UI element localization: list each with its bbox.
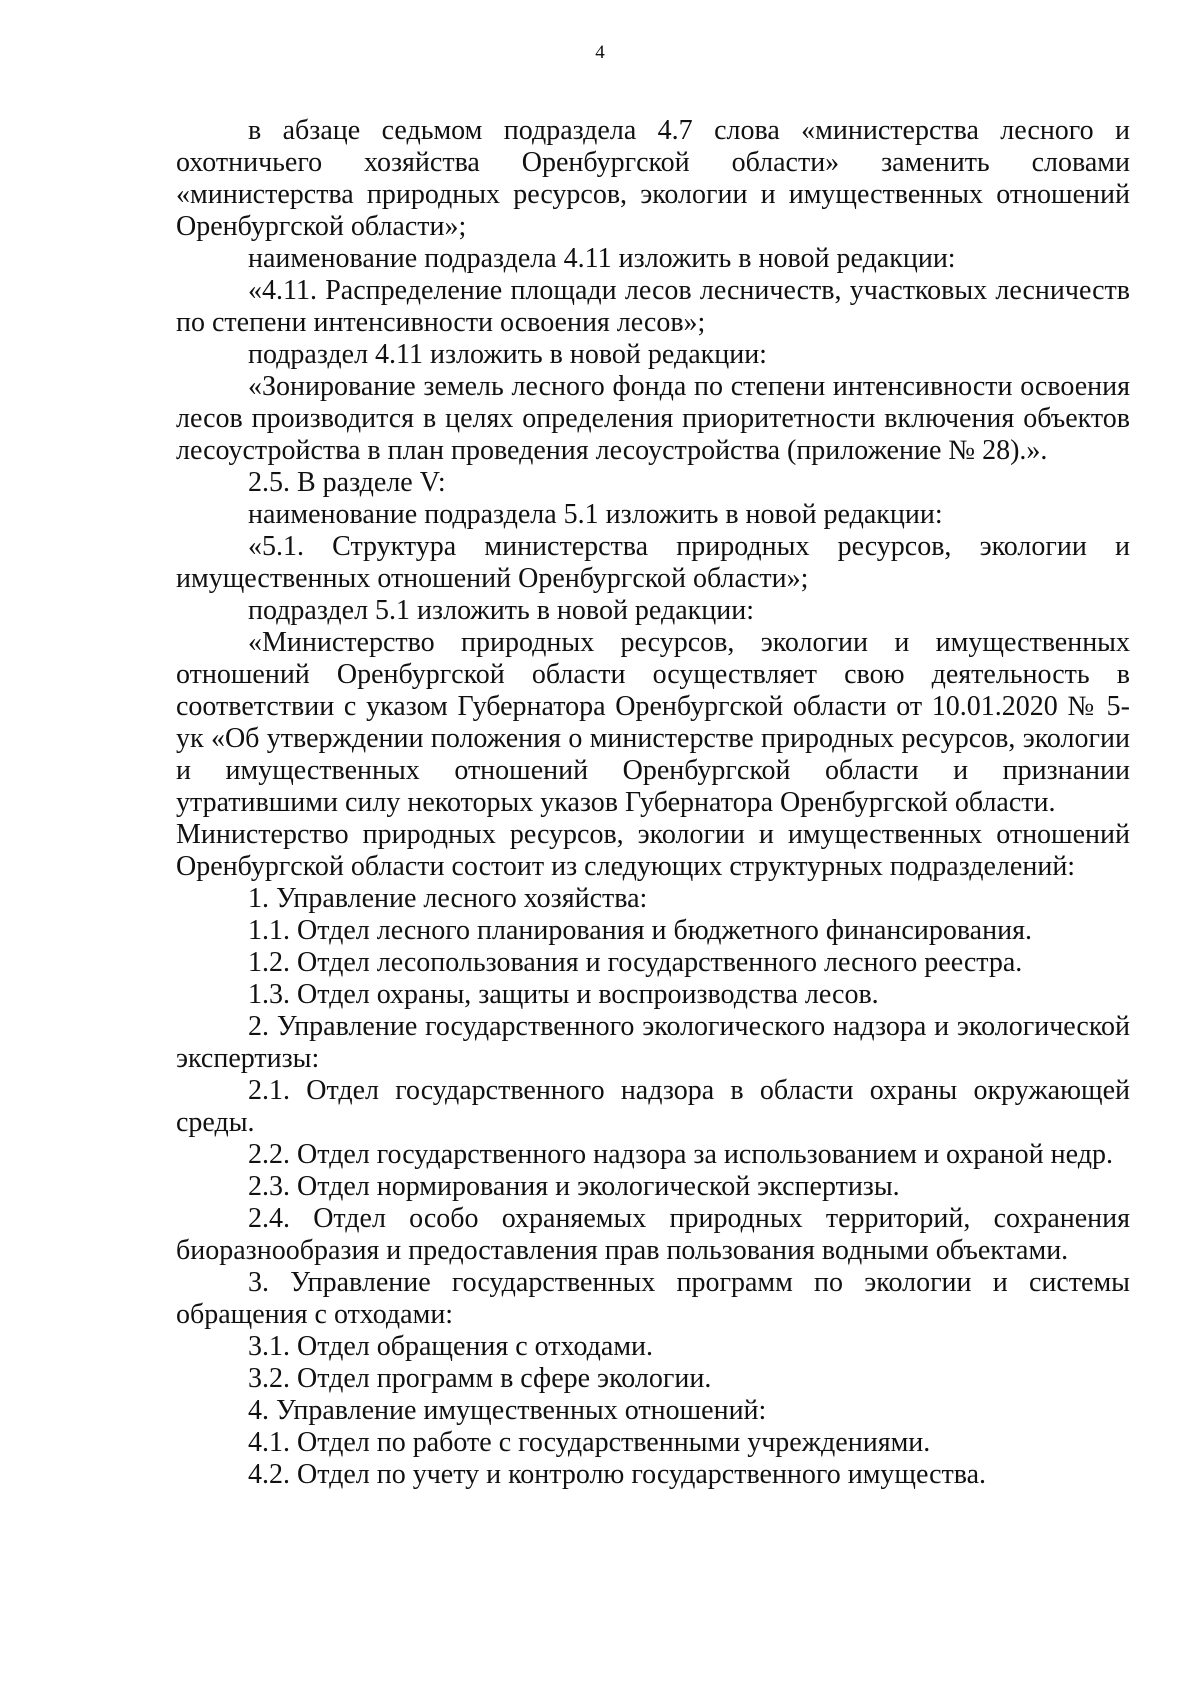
paragraph-section-4-11-instruction: подраздел 4.11 изложить в новой редакции:	[248, 339, 767, 370]
list-item-3-2: 3.2. Отдел программ в сфере экологии.	[248, 1363, 712, 1394]
list-item-3-1: 3.1. Отдел обращения с отходами.	[248, 1331, 654, 1362]
list-item-2-4: 2.4. Отдел особо охраняемых природных территорий, сохранения биоразнообразия и предоставления прав пользования водными объектами.	[176, 1203, 1130, 1266]
list-item-1: 1. Управление лесного хозяйства:	[248, 883, 648, 914]
document-body	[176, 115, 1130, 1491]
paragraph-section-2-5: 2.5. В разделе V:	[248, 467, 446, 498]
paragraph-ministry-structure: Министерство природных ресурсов, экологии и имущественных отношений Оренбургской области состоит из следующих структурных подразделений:	[176, 819, 1130, 882]
paragraph-amend-4-7: в абзаце седьмом подраздела 4.7 слова «министерства лесного и охотничьего хозяйства Оренбургской области» заменить словами «министерства природных ресурсов, экологии и имущественных отношений Оренбургской области»;	[176, 115, 1130, 242]
paragraph-ministry-activity: «Министерство природных ресурсов, экологии и имущественных отношений Оренбургской области осуществляет свою деятельность в соответствии с указом Губернатора Оренбургской области от 10.01.2020 № 5-ук «Об утверждении положения о министерстве природных ресурсов, экологии и имущественных отношений Оренбургской области и признании утратившими силу некоторых указов Губернатора Оренбургской области.	[176, 627, 1130, 818]
paragraph-section-4-11-text: «Зонирование земель лесного фонда по степени интенсивности освоения лесов производится в целях определения приоритетности включения объектов лесоустройства в план проведения лесоустройства (приложение № 28).».	[176, 371, 1130, 466]
paragraph-title-5-1-instruction: наименование подраздела 5.1 изложить в новой редакции:	[248, 499, 943, 530]
list-item-2-2: 2.2. Отдел государственного надзора за использованием и охраной недр.	[248, 1139, 1113, 1170]
list-item-1-3: 1.3. Отдел охраны, защиты и воспроизводства лесов.	[248, 979, 879, 1010]
list-item-4-1: 4.1. Отдел по работе с государственными учреждениями.	[248, 1427, 931, 1458]
list-item-2: 2. Управление государственного экологического надзора и экологической экспертизы:	[176, 1011, 1130, 1074]
list-item-2-1: 2.1. Отдел государственного надзора в области охраны окружающей среды.	[176, 1075, 1130, 1138]
list-item-1-1: 1.1. Отдел лесного планирования и бюджетного финансирования.	[248, 915, 1032, 946]
list-item-3: 3. Управление государственных программ по экологии и системы обращения с отходами:	[176, 1267, 1130, 1330]
list-item-2-3: 2.3. Отдел нормирования и экологической экспертизы.	[248, 1171, 900, 1202]
page-number: 4	[595, 42, 605, 63]
paragraph-title-5-1-text: «5.1. Структура министерства природных ресурсов, экологии и имущественных отношений Оренбургской области»;	[176, 531, 1130, 594]
paragraph-title-4-11-text: «4.11. Распределение площади лесов лесничеств, участковых лесничеств по степени интенсивности освоения лесов»;	[176, 275, 1130, 338]
list-item-4: 4. Управление имущественных отношений:	[248, 1395, 767, 1426]
list-item-4-2: 4.2. Отдел по учету и контролю государственного имущества.	[248, 1459, 987, 1490]
paragraph-section-5-1-instruction: подраздел 5.1 изложить в новой редакции:	[248, 595, 754, 626]
list-item-1-2: 1.2. Отдел лесопользования и государственного лесного реестра.	[248, 947, 1023, 978]
paragraph-title-4-11-instruction: наименование подраздела 4.11 изложить в новой редакции:	[248, 243, 956, 274]
